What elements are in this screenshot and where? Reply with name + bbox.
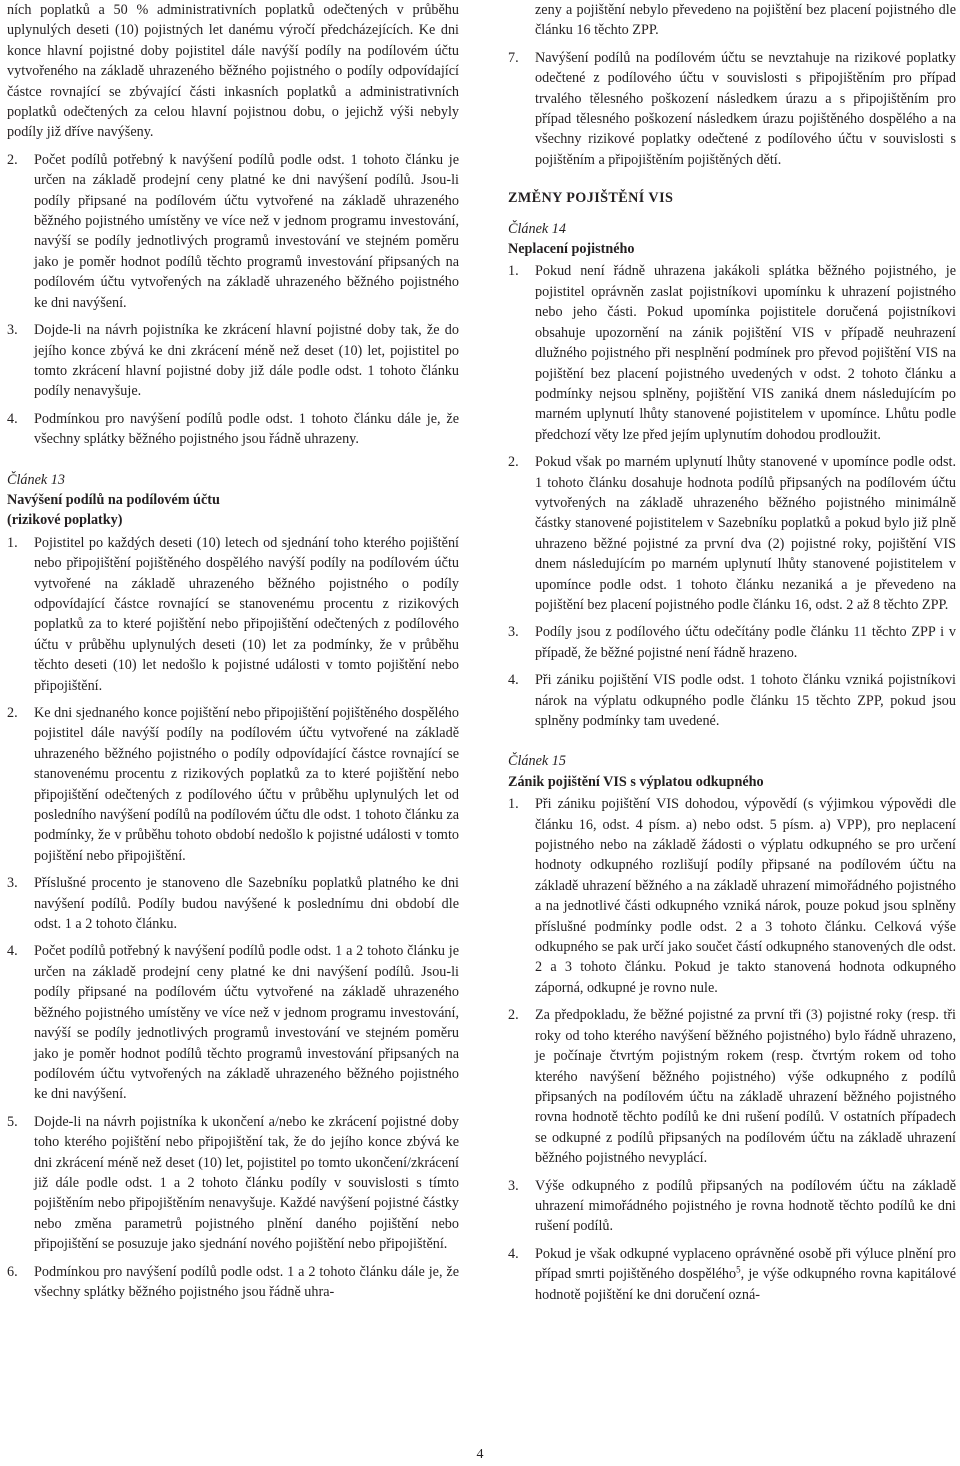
list-item	[508, 261, 956, 445]
article-15-title: Zánik pojištění VIS s výplatou odkupného	[508, 773, 764, 790]
list-item	[7, 533, 459, 696]
item-text: Pokud není řádně uhrazena jakákoli splátka běžného pojistného, je pojistitel oprávněn zaslat pojistníkovi upomínku k uhrazení pojistného nebo jeho části. Pokud upomínka pojistitele doručená pojistníkovi obsahuje upozornění na zánik pojištění VIS v případě neuhrazení dlužného pojistného při nesplnění podmínek pro převod pojištění VIS na pojištění bez placení pojistného uvedených v odst. 2 tohoto článku a podmínky nejsou splněny, pojištění VIS zaniká dnem následujícím po marném uplynutí lhůty stanovené pojistitelem v upomínce. Lhůtu podle předchozí věty lze před jejím uplynutím dohodou prodloužit.	[535, 263, 956, 443]
item-number: 5.	[7, 1113, 18, 1130]
list-item	[508, 1176, 956, 1237]
article-15-label: Článek 15	[508, 753, 566, 770]
article-13-title-line1: Navýšení podílů na podílovém účtu	[7, 491, 220, 508]
page-number: 4	[476, 1447, 484, 1462]
item-number: 1.	[7, 534, 18, 551]
item-text: Za předpokladu, že běžné pojistné za první tři (3) pojistné roky (resp. tři roky od toho kterého navýšení běžného pojistného) bylo řádně uhrazeno, je počínaje čtvrtým pojistným rokem (resp. čtvrtým rokem od toho kterého navýšení běžného pojistného) výše odkupného z podílů připsaných na podílovém účtu na základě uhrazení běžného pojistného rovna hodnotě těchto podílů ke dni rušení podílů. V ostatních případech se odkupné z podílů připsaných na podílovém účtu na základě uhrazení běžného pojistného nevyplácí.	[535, 1007, 956, 1167]
item-number: 1.	[508, 263, 519, 280]
item-text-part1: Pokud je však odkupné vyplaceno oprávněné osobě při výluce plnění pro případ smrti pojištěného dospělého	[535, 1245, 956, 1283]
item-number: 2.	[508, 1007, 519, 1024]
item-text: Podíly jsou z podílového účtu odečítány podle článku 11 těchto ZPP i v případě, že běžné pojistné není řádně hrazeno.	[535, 624, 956, 661]
list-item	[508, 794, 956, 998]
footnote-reference: 5	[736, 1264, 741, 1275]
left-column	[7, 0, 459, 1309]
list-item	[7, 409, 459, 450]
item-number: 4.	[508, 1245, 519, 1262]
item-text: Ke dni sjednaného konce pojištění nebo připojištění pojištěného dospělého pojistitel dále navýší podíly na podílovém účtu vytvořené na základě uhrazeného běžného pojistného o podíly odpovídající částce rovnající se stanovenému procentu z rizikových poplatků za to které pojištění nebo připojištění odečtených z podílového účtu v průběhu uplynulých let od posledního navýšení podílů na podílovém účtu dle odst. 1 tohoto článku za podmínky, že v průběhu tohoto období nedošlo k pojistné události v tomto pojištění nebo připojištění.	[34, 705, 459, 864]
item-number: 4.	[7, 410, 18, 427]
list-item	[7, 1262, 459, 1303]
list-item	[508, 1005, 956, 1168]
list-item	[508, 670, 956, 731]
item-text: Podmínkou pro navýšení podílů podle odst. 1 a 2 tohoto článku dále je, že všechny splátky běžného pojistného jsou řádně uhra-	[34, 1263, 459, 1300]
list-item	[7, 941, 459, 1104]
item-text: Dojde-li na návrh pojistníka ke zkrácení hlavní pojistné doby tak, že do jejího konce zbývá ke dni zkrácení méně než deset (10) let, pojistitel po tomto zkrácení hlavní pojistné doby již dále podle odst. 1 tohoto článku podíly nenavyšuje.	[34, 322, 459, 400]
item-text: Počet podílů potřebný k navýšení podílů podle odst. 1 tohoto článku je určen na základě prodejní ceny platné ke dni navýšení podílů. Jsou-li podíly připsané na podílovém účtu vytvořené na základě uhrazeného běžného pojistného umístěny ve více než v jednom programu investování, navýší se podíly jednotlivých programů investování ve stejném poměru jako je poměr hodnot podílů těchto programů investování připsaných na podílovém účtu vytvořených na základě uhrazeného běžného pojistného ke dni navýšení.	[34, 151, 459, 311]
list-item	[7, 320, 459, 402]
item-number: 3.	[508, 1177, 519, 1194]
item-number: 3.	[7, 875, 18, 892]
list-item	[508, 622, 956, 663]
right-column	[508, 0, 956, 1312]
item-text: Dojde-li na návrh pojistníka k ukončení a/nebo ke zkrácení pojistné doby toho kterého pojištění nebo připojištění tak, že do jejího konce zbývá ke dni zkrácení méně než deset (10) let, pojistitel po tomto ukončení/zkrácení již dále podle odst. 1 a 2 tohoto článku podíly v souvislosti s tímto pojištěním nebo připojištěním nenavyšuje. Každé navýšení pojistné částky nebo změna parametrů pojistného plnění daného pojištění nebo připojištění se posuzuje jako sjednání nového pojištění nebo připojištění.	[34, 1113, 459, 1253]
item-text: Příslušné procento je stanoveno dle Sazebníku poplatků platného ke dni navýšení podílů. Podíly budou navýšené k poslednímu dni období dle odst. 1 a 2 tohoto článku.	[34, 875, 459, 933]
item-text: Počet podílů potřebný k navýšení podílů podle odst. 1 a 2 tohoto článku je určen na základě prodejní ceny platné ke dni navýšení podílů. Jsou-li podíly připsané na podílovém účtu vytvořené na základě uhrazeného běžného pojistného umístěny ve více než v jednom programu investování, navýší se podíly jednotlivých programů investování ve stejném poměru jako je poměr hodnot podílů těchto programů investování připsaných na podílovém účtu vytvořených na základě uhrazeného běžného pojistného ke dni navýšení.	[34, 943, 459, 1103]
list-item	[7, 873, 459, 934]
item-number: 1.	[508, 796, 519, 813]
list-item	[508, 48, 956, 170]
list-item	[7, 150, 459, 313]
article-14-label: Článek 14	[508, 220, 566, 237]
item-number: 6.	[7, 1263, 18, 1280]
item-text: Výše odkupného z podílů připsaných na podílovém účtu na základě uhrazení mimořádného pojistného je rovna hodnotě těchto podílů ke dni rušení podílů.	[535, 1177, 956, 1235]
item-number: 2.	[7, 151, 18, 168]
item-text: Při zániku pojištění VIS dohodou, výpovědí (s výjimkou výpovědi dle článku 16, odst. 4 písm. a) nebo odst. 5 písm. a) VPP), pro neplacení pojistného nebo na základě žádosti o výplatu odkupného se pro určení hodnoty odkupného rozlišují podíly připsané na podílovém účtu na základě uhrazení běžného a na základě uhrazení mimořádného pojistného a na jednotlivé části odkupného vzniká nárok, pouze pokud jsou splněny příslušné podmínky podle odst. 2 a 3 tohoto článku. Celková výše odkupného se pak určí jako součet částí odkupného stanovených dle odst. 2 a 3 tohoto článku. Pokud je takto stanovená hodnota odkupného záporná, odkupné je rovno nule.	[535, 796, 956, 996]
item-number: 2.	[508, 454, 519, 471]
item-number: 4.	[508, 672, 519, 689]
article-13-label: Článek 13	[7, 471, 65, 488]
item-number: 3.	[7, 322, 18, 339]
list-item	[7, 703, 459, 866]
item-text: Při zániku pojištění VIS podle odst. 1 tohoto článku vzniká pojistníkovi nárok na výplatu odkupného podle článku 15 těchto ZPP, pokud jsou splněny podmínky tam uvedené.	[535, 672, 956, 729]
item-text: Pokud však po marném uplynutí lhůty stanovené v upomínce podle odst. 1 tohoto článku dosahuje hodnota podílů připsaných na podílovém účtu vytvořených na základě uhrazeného běžného pojistného minimálně částky stanovené pojistitelem v Sazebníku poplatků a pokud bylo již plně uhrazeno běžné pojistné za první dva (2) pojistné roky, pojištění VIS dnem následujícím po marném uplynutí lhůty stanovené pojistitelem v upomínce podle odst. 1 tohoto článku nezaniká a je převedeno na pojištění bez placení pojistného podle článku 16, odst. 2 až 8 těchto ZPP.	[535, 454, 956, 613]
item-text: Pojistitel po každých deseti (10) letech od sjednání toho kterého pojištění nebo připojištění pojištěného dospělého navýší podíly na podílovém účtu vytvořené na základě uhrazeného běžného pojistného o podíly odpovídající částce rovnající se stanovenému procentu z rizikových poplatků za to které pojištění nebo připojištění odečtených z podílového účtu v průběhu uplynulých deseti (10) let za podmínky, že v průběhu těchto deseti (10) let nedošlo k pojistné události v tomto pojištění nebo připojištění.	[34, 534, 459, 694]
left-intro-paragraph: ních poplatků a 50 % administrativních poplatků odečtených v průběhu uplynulých deseti (10) pojistných let danému výročí předcházejících. Ke dni konce hlavní pojistné doby pojistitel dále navýší podíly na podílovém účtu vytvořeného na základě uhrazeného běžného pojistného o podíly odpovídající částce rovnající se zbývající části inkasních poplatků a administrativních poplatků odečtených za celou hlavní pojistnou dobu, o jejichž výši nebyly podíly již dříve navýšeny.	[7, 2, 459, 141]
item-number: 4.	[7, 943, 18, 960]
item-number: 7.	[508, 49, 519, 66]
item-text: Navýšení podílů na podílovém účtu se nevztahuje na rizikové poplatky odečtené z podílového účtu v souvislosti s připojištěním pro případ trvalého tělesného poškození následkem úrazu a s připojištěním pro případ tělesného poškození následkem úrazu pojištěného dospělého a na všechny rizikové poplatky odečtené z podílového účtu v souvislosti s pojištěním a připojištěním pojištěných dětí.	[535, 49, 956, 168]
list-item	[508, 1244, 956, 1305]
list-item	[508, 452, 956, 615]
item-text: Podmínkou pro navýšení podílů podle odst. 1 tohoto článku dále je, že všechny splátky běžného pojistného jsou řádně uhrazeny.	[34, 410, 459, 448]
item-text-part2: , je výše odkupného rovna kapitálové hodnotě pojištění ke dni doručení ozná-	[535, 1266, 956, 1303]
item-number: 2.	[7, 705, 18, 721]
list-item	[7, 1112, 459, 1255]
article-13-title-line2: (rizikové poplatky)	[7, 512, 123, 529]
article-14-title: Neplacení pojistného	[508, 241, 635, 258]
right-intro-paragraph: zeny a pojištění nebylo převedeno na pojištění bez placení pojistného dle článku 16 těchto ZPP.	[535, 2, 956, 39]
section-heading: ZMĚNY POJIŠTĚNÍ VIS	[508, 190, 674, 207]
item-number: 3.	[508, 624, 519, 641]
